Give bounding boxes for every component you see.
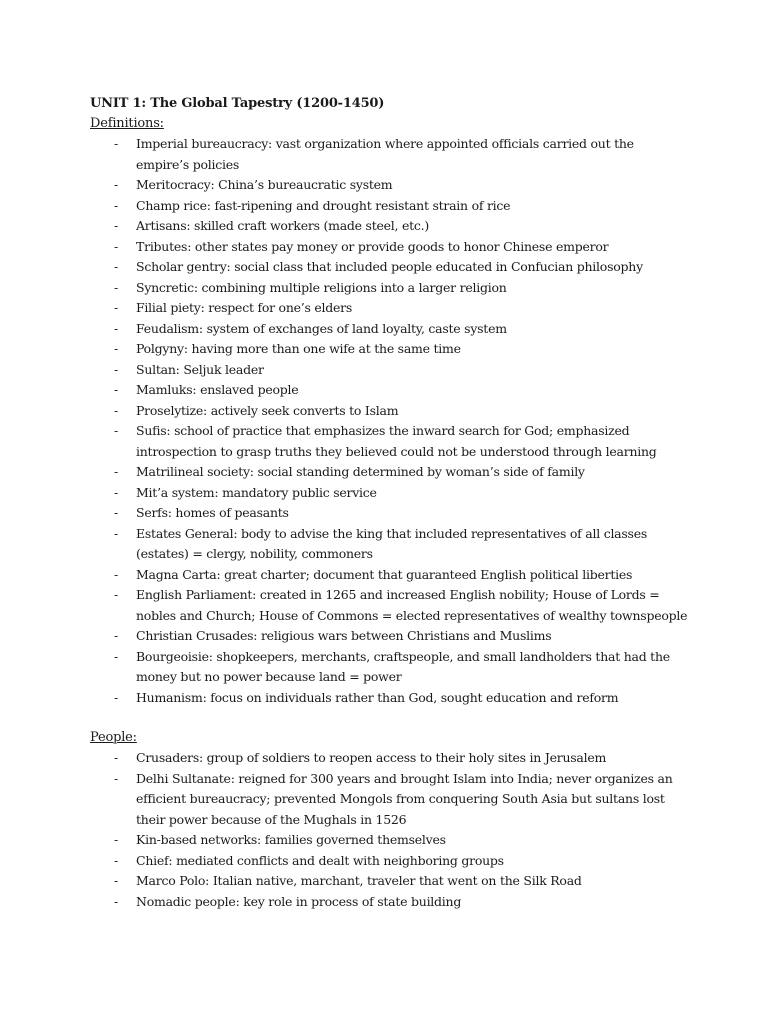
definitions-heading: Definitions:: [90, 116, 164, 131]
definition-item: - Feudalism: system of exchanges of land loyalty, caste system: [90, 319, 690, 340]
definition-item: - Serfs: homes of peasants: [90, 503, 690, 524]
definition-item: - Syncretic: combining multiple religions into a larger religion: [90, 278, 690, 299]
people-heading: People:: [90, 730, 137, 745]
definition-item: - Imperial bureaucracy: vast organization where appointed officials carried out the empire’s policies: [90, 134, 690, 175]
definition-item: - Mit’a system: mandatory public service: [90, 483, 690, 504]
definition-item: - Mamluks: enslaved people: [90, 380, 690, 401]
definition-item: - Christian Crusades: religious wars between Christians and Muslims: [90, 626, 690, 647]
definition-item: - Humanism: focus on individuals rather than God, sought education and reform: [90, 688, 690, 709]
definition-item: - Bourgeoisie: shopkeepers, merchants, craftspeople, and small landholders that had the money but no power because land = power: [90, 647, 690, 688]
definition-item: - Meritocracy: China’s bureaucratic system: [90, 175, 690, 196]
definition-item: - Polgyny: having more than one wife at the same time: [90, 339, 690, 360]
definition-item: - Scholar gentry: social class that included people educated in Confucian philosophy: [90, 257, 690, 278]
definition-item: - Sufis: school of practice that emphasizes the inward search for God; emphasized introspection to grasp truths they believed could not be understood through learning: [90, 421, 690, 462]
definition-item: - Champ rice: fast-ripening and drought resistant strain of rice: [90, 196, 690, 217]
definitions-list: [90, 134, 690, 708]
definition-item: - Artisans: skilled craft workers (made steel, etc.): [90, 216, 690, 237]
people-item: - Chief: mediated conflicts and dealt with neighboring groups: [90, 851, 690, 872]
people-item: - Crusaders: group of soldiers to reopen access to their holy sites in Jerusalem: [90, 748, 690, 769]
definition-item: - English Parliament: created in 1265 and increased English nobility; House of Lords = nobles and Church; House of Commons = elected representatives of wealthy townspeople: [90, 585, 690, 626]
definition-item: - Estates General: body to advise the king that included representatives of all classes (estates) = clergy, nobility, commoners: [90, 524, 690, 565]
document-title: UNIT 1: The Global Tapestry (1200-1450): [90, 96, 385, 111]
document-page: [90, 94, 690, 912]
people-list: [90, 748, 690, 912]
definition-item: - Sultan: Seljuk leader: [90, 360, 690, 381]
definition-item: - Matrilineal society: social standing determined by woman’s side of family: [90, 462, 690, 483]
definition-item: - Filial piety: respect for one’s elders: [90, 298, 690, 319]
people-item: - Kin-based networks: families governed themselves: [90, 830, 690, 851]
people-item: - Delhi Sultanate: reigned for 300 years and brought Islam into India; never organizes an efficient bureaucracy; prevented Mongols from conquering South Asia but sultans lost their power because of the Mughals in 1526: [90, 769, 690, 831]
people-item: - Marco Polo: Italian native, marchant, traveler that went on the Silk Road: [90, 871, 690, 892]
definition-item: - Tributes: other states pay money or provide goods to honor Chinese emperor: [90, 237, 690, 258]
definition-item: - Magna Carta: great charter; document that guaranteed English political liberties: [90, 565, 690, 586]
people-item: - Nomadic people: key role in process of state building: [90, 892, 690, 913]
definition-item: - Proselytize: actively seek converts to Islam: [90, 401, 690, 422]
section-spacer: [90, 708, 690, 728]
